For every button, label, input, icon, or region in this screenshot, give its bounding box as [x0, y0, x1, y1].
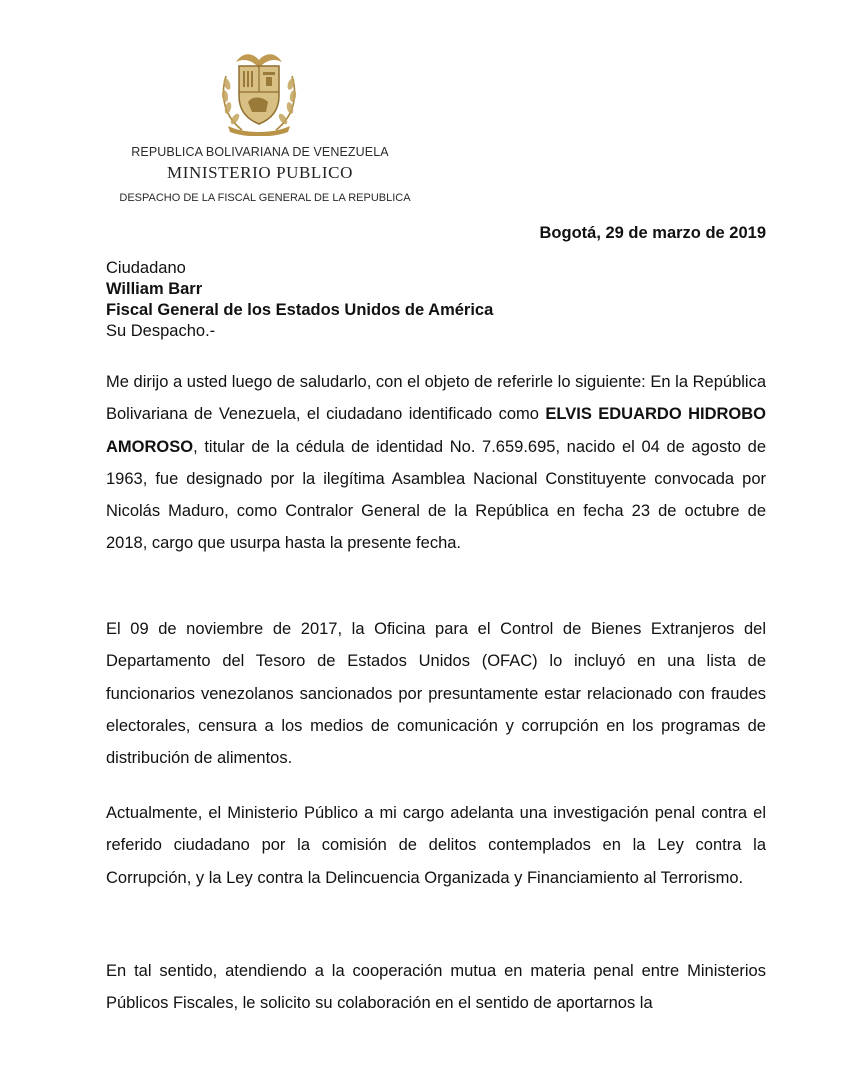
paragraph-2: El 09 de noviembre de 2017, la Oficina para el Control de Bienes Extranjeros del Departamento del Tesoro de Estados Unidos (OFAC) lo incluyó en una lista de funcionarios venezolanos sancionados por presuntamente estar relacionado con fraudes electorales, censura a los medios de comunicación y corrupción en los programas de distribución de alimentos.: [106, 620, 766, 768]
header-ministry: MINISTERIO PUBLICO: [167, 163, 353, 182]
addressee-salutation: Ciudadano: [106, 259, 186, 277]
addressee-closing: Su Despacho.-: [106, 322, 216, 340]
paragraph-3: Actualmente, el Ministerio Público a mi cargo adelanta una investigación penal contra el referido ciudadano por la comisión de delitos contemplados en la Ley contra la Corrupción, y la Ley contra la Delincuencia Organizada y Financiamiento al Terrorismo.: [106, 804, 766, 887]
paragraph-4: En tal sentido, atendiendo a la cooperación mutua en materia penal entre Ministerios Públicos Fiscales, le solicito su colaboración en el sentido de aportarnos la: [106, 962, 766, 1013]
letter-date: Bogotá, 29 de marzo de 2019: [539, 224, 766, 242]
addressee-title: Fiscal General de los Estados Unidos de América: [106, 301, 494, 319]
header-republic: REPUBLICA BOLIVARIANA DE VENEZUELA: [131, 145, 389, 159]
addressee-block: [106, 258, 493, 342]
paragraph-1-rest: , titular de la cédula de identidad No. 7.659.695, nacido el 04 de agosto de 1963, fue designado por la ilegítima Asamblea Nacional Constituyente convocada por Nicolás Maduro, como Contralor General de la República en fecha 23 de octubre de 2018, cargo que usurpa hasta la presente fecha.: [106, 437, 766, 553]
addressee-name: William Barr: [106, 280, 203, 298]
subject-name: ELVIS EDUARDO HIDROBO AMOROSO: [106, 405, 766, 456]
paragraph-1: [106, 366, 766, 560]
coat-of-arms-seal-icon: [214, 44, 304, 136]
paragraph-1-intro: Me dirijo a usted luego de saludarlo, con el objeto de referirle lo siguiente: En la República Bolivariana de Venezuela, el ciudadano identificado como: [106, 373, 766, 424]
header-office: DESPACHO DE LA FISCAL GENERAL DE LA REPUBLICA: [119, 192, 411, 204]
